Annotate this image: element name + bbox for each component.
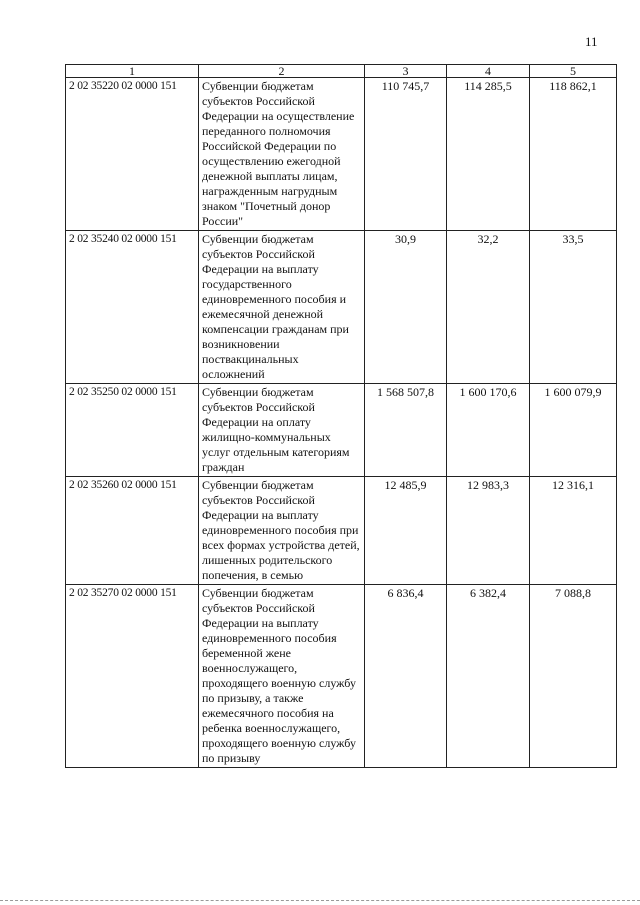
row-value-5: 7 088,8 — [530, 585, 617, 768]
row-code: 2 02 35250 02 0000 151 — [66, 384, 199, 477]
page-number: 11 — [585, 34, 598, 49]
table-row — [66, 78, 617, 231]
row-code: 2 02 35240 02 0000 151 — [66, 231, 199, 384]
row-code: 2 02 35220 02 0000 151 — [66, 78, 199, 231]
row-value-5: 33,5 — [530, 231, 617, 384]
row-value-3: 30,9 — [365, 231, 447, 384]
row-value-3: 1 568 507,8 — [365, 384, 447, 477]
row-value-3: 12 485,9 — [365, 477, 447, 585]
row-value-5: 1 600 079,9 — [530, 384, 617, 477]
row-value-4: 1 600 170,6 — [447, 384, 530, 477]
table-row — [66, 231, 617, 384]
row-value-3: 6 836,4 — [365, 585, 447, 768]
table-row — [66, 477, 617, 585]
table-row — [66, 585, 617, 768]
row-name: Субвенции бюджетам субъектов Российской Федерации на оплату жилищно-коммунальных услуг отдельным категориям граждан — [199, 384, 365, 477]
page-bottom-edge — [0, 900, 640, 902]
row-value-4: 32,2 — [447, 231, 530, 384]
row-name: Субвенции бюджетам субъектов Российской Федерации на выплату единовременного пособия беременной жене военнослужащего, проходящего военную службу по призыву, а также ежемесячного пособия на ребенка военнослужащего, проходящего военную службу по призыву — [199, 585, 365, 768]
table-header-row — [66, 65, 617, 78]
budget-table — [65, 64, 617, 768]
row-code: 2 02 35260 02 0000 151 — [66, 477, 199, 585]
row-value-5: 12 316,1 — [530, 477, 617, 585]
column-header-value-4: 4 — [447, 65, 530, 78]
row-value-4: 114 285,5 — [447, 78, 530, 231]
row-name: Субвенции бюджетам субъектов Российской Федерации на выплату государственного единовременного пособия и ежемесячной денежной компенсации гражданам при возникновении поствакцинальных осложнений — [199, 231, 365, 384]
column-header-name: 2 — [199, 65, 365, 78]
column-header-code: 1 — [66, 65, 199, 78]
row-value-4: 12 983,3 — [447, 477, 530, 585]
row-name: Субвенции бюджетам субъектов Российской Федерации на выплату единовременного пособия при всех формах устройства детей, лишенных родительского попечения, в семью — [199, 477, 365, 585]
column-header-value-5: 5 — [530, 65, 617, 78]
column-header-value-3: 3 — [365, 65, 447, 78]
row-name: Субвенции бюджетам субъектов Российской Федерации на осуществление переданного полномочия Российской Федерации по осуществлению ежегодной денежной выплаты лицам, награжденным нагрудным знаком "Почетный донор России" — [199, 78, 365, 231]
table-row — [66, 384, 617, 477]
row-value-4: 6 382,4 — [447, 585, 530, 768]
row-code: 2 02 35270 02 0000 151 — [66, 585, 199, 768]
row-value-5: 118 862,1 — [530, 78, 617, 231]
row-value-3: 110 745,7 — [365, 78, 447, 231]
